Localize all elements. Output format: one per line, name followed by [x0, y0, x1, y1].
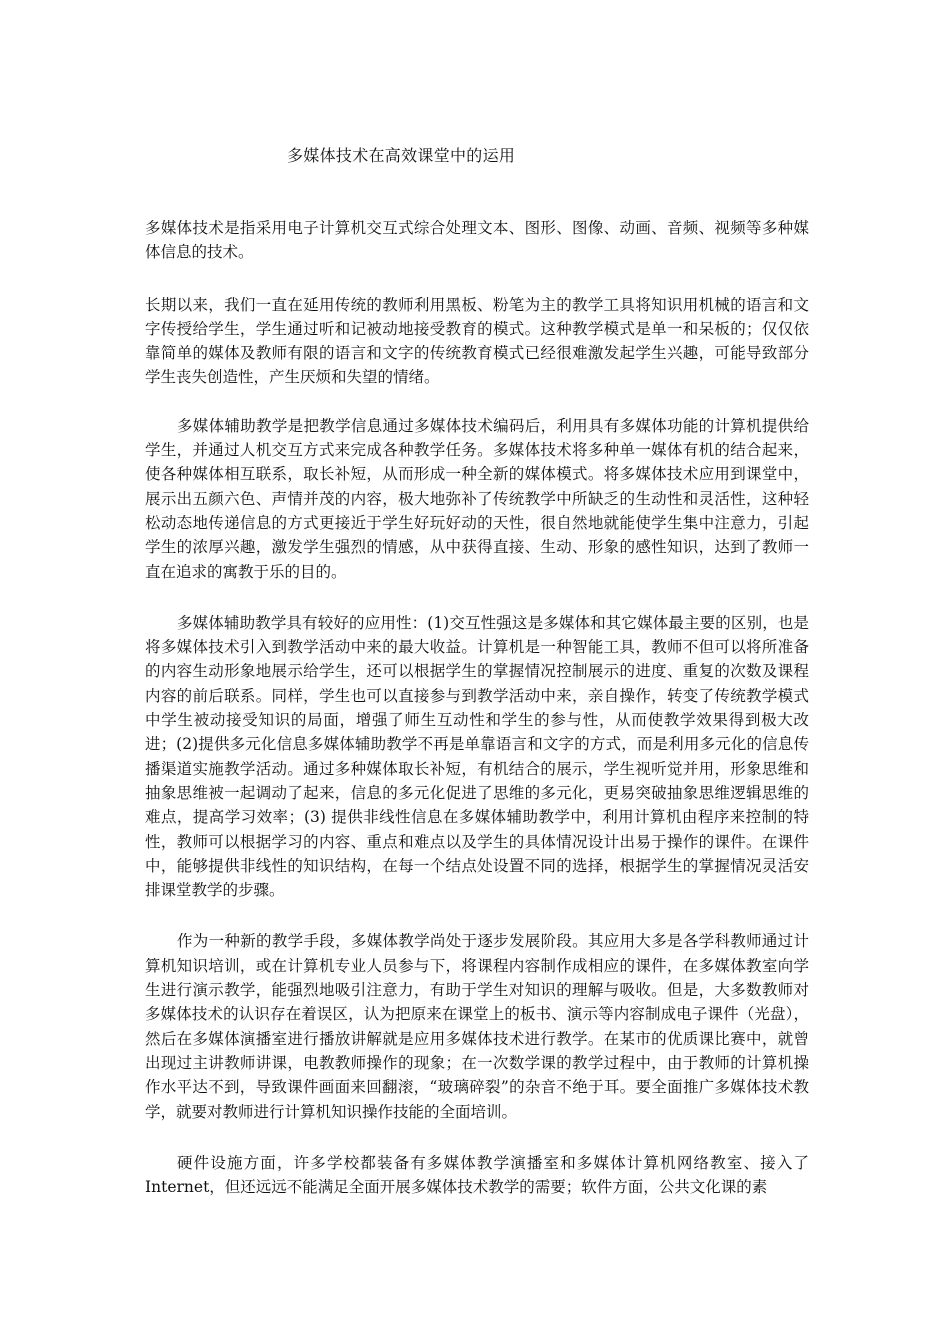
paragraph-current-status: 作为一种新的教学手段，多媒体教学尚处于逐步发展阶段。其应用大多是各学科教师通过计算机知识培训，或在计算机专业人员参与下，将课程内容制作成相应的课件，在多媒体教室向学生进行演示教学，能强烈地吸引注意力，有助于学生对知识的理解与吸收。但是，大多数教师对多媒体技术的认识存在着误区，认为把原来在课堂上的板书、演示等内容制成电子课件（光盘），然后在多媒体演播室进行播放讲解就是应用多媒体技术进行教学。在某市的优质课比赛中，就曾出现过主讲教师讲课，电教教师操作的现象；在一次数学课的教学过程中，由于教师的计算机操作水平达不到，导致课件画面来回翻滚，“玻璃碎裂”的杂音不绝于耳。要全面推广多媒体技术教学，就要对教师进行计算机知识操作技能的全面培训。	[145, 932, 809, 1121]
document-title: 多媒体技术在高效课堂中的运用	[287, 146, 516, 165]
paragraph-traditional-teaching: 长期以来，我们一直在延用传统的教师利用黑板、粉笔为主的教学工具将知识用机械的语言和文字传授给学生，学生通过听和记被动地接受教育的模式。这种教学模式是单一和呆板的；仅仅依靠简单的媒体及教师有限的语言和文字的传统教育模式已经很难激发起学生兴趣，可能导致部分学生丧失创造性，产生厌烦和失望的情绪。	[145, 295, 809, 387]
paragraph-definition: 多媒体技术是指采用电子计算机交互式综合处理文本、图形、图像、动画、音频、视频等多种媒体信息的技术。	[145, 219, 809, 262]
paragraph-applicability: 多媒体辅助教学具有较好的应用性：(1)交互性强这是多媒体和其它媒体最主要的区别，也是将多媒体技术引入到教学活动中来的最大收益。计算机是一种智能工具，教师不但可以将所准备的内容生动形象地展示给学生，还可以根据学生的掌握情况控制展示的进度、重复的次数及课程内容的前后联系。同样，学生也可以直接参与到教学活动中来，亲自操作，转变了传统教学模式中学生被动接受知识的局面，增强了师生互动性和学生的参与性，从而使教学效果得到极大改进；(2)提供多元化信息多媒体辅助教学不再是单靠语言和文字的方式，而是利用多元化的信息传播渠道实施教学活动。通过多种媒体取长补短，有机结合的展示，学生视听觉并用，形象思维和抽象思维被一起调动了起来，信息的多元化促进了思维的多元化，更易突破抽象思维逻辑思维的难点，提高学习效率；(3) 提供非线性信息在多媒体辅助教学中，利用计算机由程序来控制的特性，教师可以根据学习的内容、重点和难点以及学生的具体情况设计出易于操作的课件。在课件中，能够提供非线性的知识结构，在每一个结点处设置不同的选择，根据学生的掌握情况灵活安排课堂教学的步骤。	[145, 613, 809, 900]
document-body	[145, 216, 809, 1226]
paragraph-multimedia-assisted-teaching: 多媒体辅助教学是把教学信息通过多媒体技术编码后，利用具有多媒体功能的计算机提供给学生，并通过人机交互方式来完成各种教学任务。多媒体技术将多种单一媒体有机的结合起来，使各种媒体相互联系，取长补短，从而形成一种全新的媒体模式。将多媒体技术应用到课堂中，展示出五颜六色、声情并茂的内容，极大地弥补了传统教学中所缺乏的生动性和灵活性，这种轻松动态地传递信息的方式更接近于学生好玩好动的天性，很自然地就能使学生集中注意力，引起学生的浓厚兴趣，激发学生强烈的情感，从中获得直接、生动、形象的感性知识，达到了教师一直在追求的寓教于乐的目的。	[145, 416, 809, 581]
paragraph-hardware-software: 硬件设施方面，许多学校都装备有多媒体教学演播室和多媒体计算机网络教室、接入了Internet，但还远远不能满足全面开展多媒体技术教学的需要；软件方面，公共文化课的素	[145, 1153, 809, 1197]
